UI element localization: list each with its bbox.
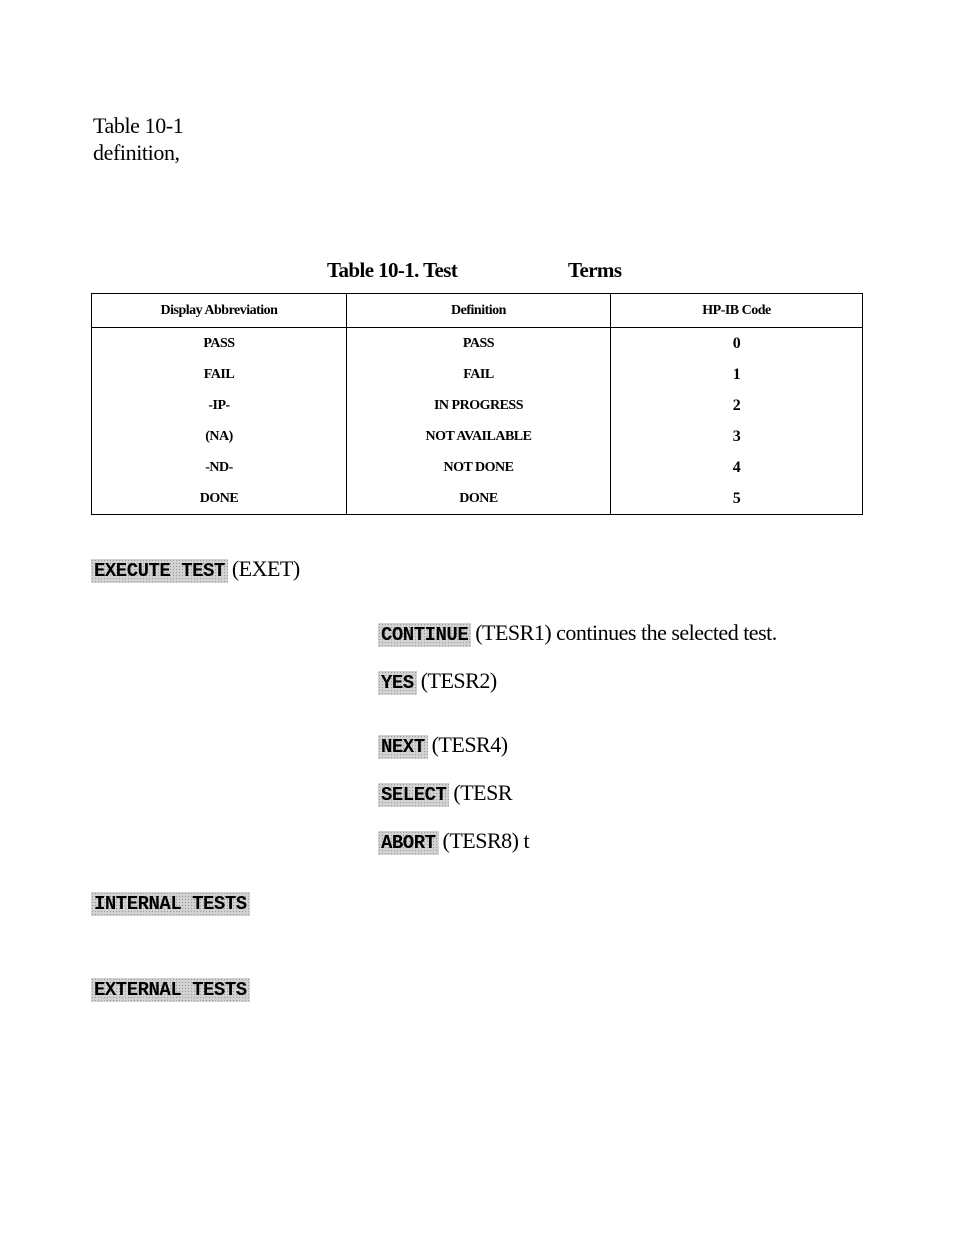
abort-description: (TESR8) t [442,828,530,853]
cell-code: 5 [732,489,741,507]
abort-softkey[interactable]: ABORT [378,831,439,855]
header-definition: Definition [347,294,611,328]
table-row [92,328,863,360]
external-tests-softkey[interactable]: EXTERNAL TESTS [91,978,250,1002]
select-softkey[interactable]: SELECT [378,783,449,807]
header-hpib-code: HP-IB Code [611,294,863,328]
next-softkey[interactable]: NEXT [378,735,428,759]
table-row [92,359,863,390]
execute-test-description: (EXET) [231,556,300,581]
cell-abbreviation: -IP- [92,390,347,421]
internal-tests-softkey[interactable]: INTERNAL TESTS [91,892,250,916]
table-header-row [92,294,863,328]
cell-abbreviation: FAIL [92,359,347,390]
cell-definition: IN PROGRESS [347,390,611,421]
cell-code: 3 [732,427,741,445]
yes-entry [378,668,497,695]
table-row [92,452,863,483]
intro-line-1: Table 10-1 [93,113,184,138]
table-row [92,483,863,515]
cell-definition: DONE [347,483,611,515]
select-description: (TESR [453,780,513,805]
table-caption-part-1: Table 10-1. Test [327,258,458,282]
cell-abbreviation: DONE [92,483,347,515]
select-entry [378,780,512,807]
intro-line-2: definition, [93,140,180,165]
cell-code: 4 [732,458,741,476]
table-row [92,421,863,452]
table-row [92,390,863,421]
cell-definition: NOT AVAILABLE [347,421,611,452]
cell-code: 2 [732,396,741,414]
next-entry [378,732,508,759]
abort-entry [378,828,529,855]
yes-softkey[interactable]: YES [378,671,417,695]
external-tests-entry [91,975,250,1002]
cell-abbreviation: (NA) [92,421,347,452]
continue-softkey[interactable]: CONTINUE [378,623,471,647]
cell-abbreviation: PASS [92,328,347,360]
next-description: (TESR4) [431,732,508,757]
header-display-abbreviation: Display Abbreviation [92,294,347,328]
cell-definition: FAIL [347,359,611,390]
cell-abbreviation: -ND- [92,452,347,483]
cell-code: 1 [732,365,741,383]
intro-paragraph [93,112,183,166]
execute-test-entry [91,556,300,583]
table-caption-part-2: Terms [568,258,622,282]
cell-code: 0 [732,334,741,352]
continue-description: (TESR1) continues the selected test. [475,620,777,645]
yes-description: (TESR2) [420,668,497,693]
cell-definition: NOT DONE [347,452,611,483]
execute-test-softkey[interactable]: EXECUTE TEST [91,559,228,583]
cell-definition: PASS [347,328,611,360]
test-status-table [91,293,863,515]
continue-entry [378,620,777,647]
internal-tests-entry [91,889,250,916]
